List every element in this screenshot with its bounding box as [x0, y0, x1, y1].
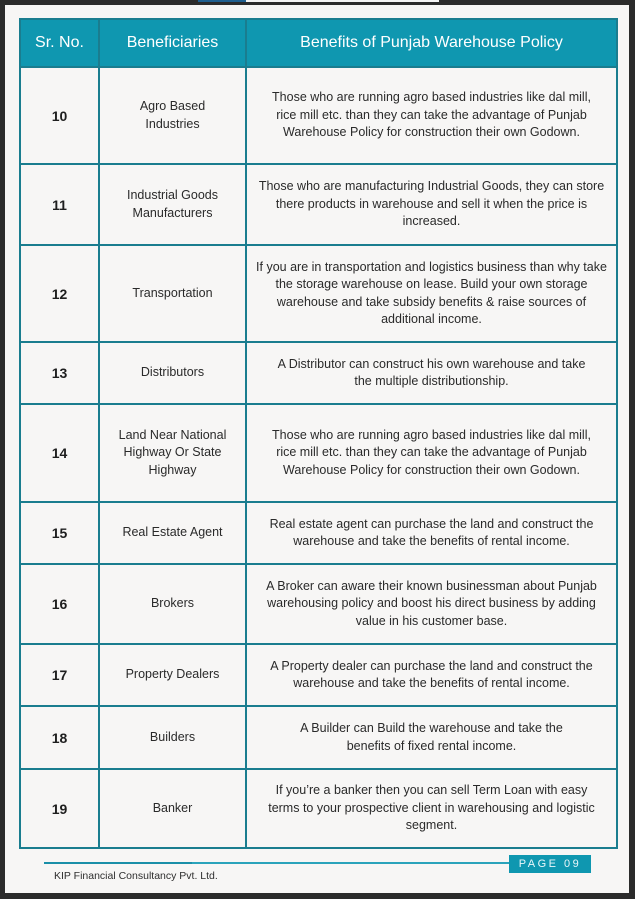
benefit-cell: Those who are running agro based industries like dal mill, rice mill etc. than they can take the advantage of Punjab Warehouse Policy for construction their own Godown. [246, 67, 617, 164]
company-name: KIP Financial Consultancy Pvt. Ltd. [54, 870, 218, 882]
header-benefits: Benefits of Punjab Warehouse Policy [246, 19, 617, 67]
benefit-cell: If you’re a banker then you can sell Term Loan with easy terms to your prospective client in warehousing and logistic segment. [246, 769, 617, 848]
table-row [20, 769, 617, 848]
table-row [20, 564, 617, 644]
beneficiary-cell: Banker [99, 769, 246, 848]
table-row [20, 164, 617, 245]
table-row [20, 245, 617, 342]
page-number-badge: PAGE 09 [509, 855, 591, 873]
document-page [5, 5, 629, 893]
sr-no-cell: 16 [20, 564, 99, 644]
table-row [20, 706, 617, 769]
beneficiary-cell: Property Dealers [99, 644, 246, 706]
beneficiary-cell: Industrial Goods Manufacturers [99, 164, 246, 245]
sr-no-cell: 13 [20, 342, 99, 404]
sr-no-cell: 15 [20, 502, 99, 564]
beneficiary-cell: Distributors [99, 342, 246, 404]
table-row [20, 644, 617, 706]
beneficiary-cell: Transportation [99, 245, 246, 342]
beneficiary-cell: Land Near National Highway Or State Highway [99, 404, 246, 502]
beneficiary-cell: Agro Based Industries [99, 67, 246, 164]
benefit-cell: Those who are manufacturing Industrial Goods, they can store there products in warehouse and sell it when the price is increased. [246, 164, 617, 245]
beneficiary-cell: Builders [99, 706, 246, 769]
table-row [20, 342, 617, 404]
beneficiary-cell: Brokers [99, 564, 246, 644]
benefit-cell: A Broker can aware their known businessman about Punjab warehousing policy and boost his direct business by adding value in his customer base. [246, 564, 617, 644]
benefit-cell: A Builder can Build the warehouse and take the benefits of fixed rental income. [246, 706, 617, 769]
beneficiary-cell: Real Estate Agent [99, 502, 246, 564]
footer-divider [44, 862, 510, 864]
sr-no-cell: 12 [20, 245, 99, 342]
scrollbar-thumb[interactable] [198, 0, 246, 2]
benefit-cell: Real estate agent can purchase the land and construct the warehouse and take the benefits of rental income. [246, 502, 617, 564]
benefit-cell: A Distributor can construct his own warehouse and take the multiple distributionship. [246, 342, 617, 404]
sr-no-cell: 11 [20, 164, 99, 245]
header-sr-no: Sr. No. [20, 19, 99, 67]
sr-no-cell: 19 [20, 769, 99, 848]
footer-divider-accent [44, 862, 192, 864]
benefit-cell: Those who are running agro based industries like dal mill, rice mill etc. than they can take the advantage of Punjab Warehouse Policy for construction their own Godown. [246, 404, 617, 502]
benefit-cell: A Property dealer can purchase the land and construct the warehouse and take the benefits of rental income. [246, 644, 617, 706]
table-row [20, 502, 617, 564]
table-row [20, 67, 617, 164]
sr-no-cell: 10 [20, 67, 99, 164]
header-beneficiaries: Beneficiaries [99, 19, 246, 67]
sr-no-cell: 18 [20, 706, 99, 769]
table-row [20, 404, 617, 502]
beneficiaries-table [19, 18, 618, 849]
sr-no-cell: 14 [20, 404, 99, 502]
sr-no-cell: 17 [20, 644, 99, 706]
benefit-cell: If you are in transportation and logistics business than why take the storage warehouse on lease. Build your own storage warehouse and take subsidy benefits & raise sources of additional income. [246, 245, 617, 342]
table-header-row [20, 19, 617, 67]
horizontal-scrollbar[interactable] [198, 0, 439, 2]
